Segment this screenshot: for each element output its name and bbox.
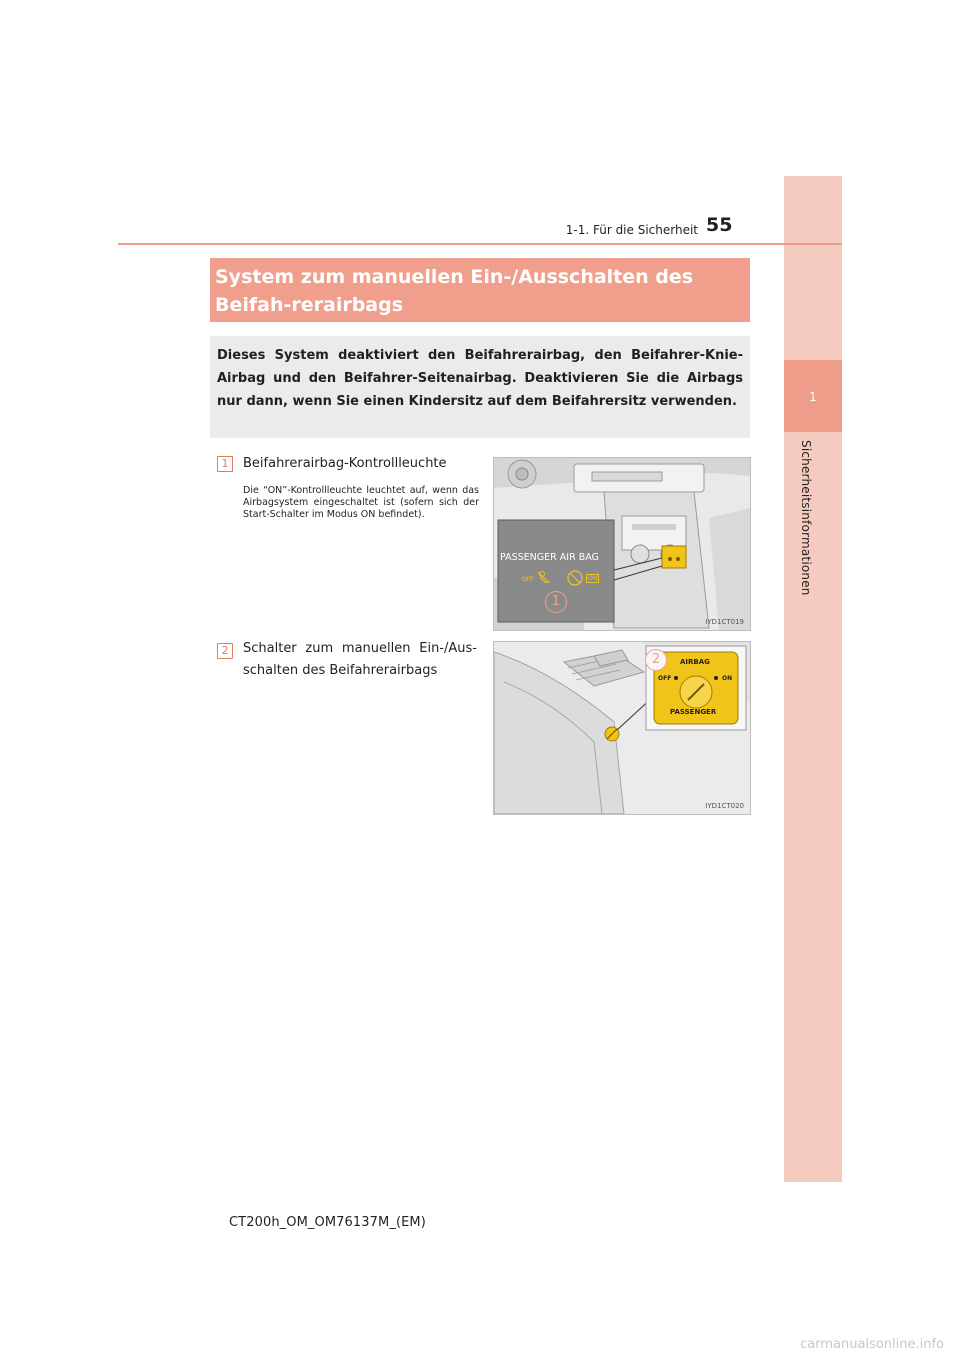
watermark: carmanualsonline.info <box>800 1337 944 1352</box>
dashboard-illustration <box>494 458 750 630</box>
indicator-panel-label: PASSENGER AIR BAG <box>500 552 599 563</box>
page-number: 55 <box>706 214 733 236</box>
item-marker-2: 2 <box>217 643 233 659</box>
figure-callout-1: 1 <box>545 591 567 613</box>
intro-text: Dieses System deaktiviert den Beifahrerairbag, den Beifahrer-Knie-Airbag und den Beifahrer-Seitenairbag. Deaktivieren Sie die Airbags nur dann, wenn Sie einen Kindersitz auf dem Beifahrersitz verwenden. <box>217 348 743 409</box>
switch-off-label: OFF <box>658 675 672 682</box>
switch-top-label: AIRBAG <box>680 658 710 666</box>
chapter-title: Sicherheitsinformationen <box>799 440 813 596</box>
item-title-2: Schalter zum manuellen Ein-/Aus-schalten des Beifahrerairbags <box>243 641 477 678</box>
header-section-title: 1-1. Für die Sicherheit <box>565 223 698 237</box>
indicator-on-label: ON <box>588 575 598 582</box>
switch-bottom-label: PASSENGER <box>670 708 717 716</box>
section-title-box <box>210 258 750 322</box>
section-title: System zum manuellen Ein-/Ausschalten des Beifah-rerairbags <box>215 266 694 316</box>
figure-code-2: IYD1CT020 <box>705 802 744 810</box>
item-marker-1: 1 <box>217 456 233 472</box>
figure-code-1: IYD1CT019 <box>705 618 744 626</box>
figure-callout-2: 2 <box>645 649 667 671</box>
side-chapter-band <box>784 176 842 1182</box>
figure-airbag-switch <box>493 641 751 815</box>
chapter-number: 1 <box>809 390 817 404</box>
item-title-1: Beifahrerairbag-Kontrollleuchte <box>243 456 447 471</box>
passenger-airbag-off-icon <box>536 570 554 586</box>
figure-indicator-light <box>493 457 751 631</box>
header-rule <box>118 243 842 245</box>
passenger-airbag-on-icon <box>566 569 584 587</box>
intro-box <box>210 336 750 438</box>
footer-doc-code: CT200h_OM_OM76137M_(EM) <box>229 1215 426 1230</box>
item-description-1: Die “ON”-Kontrollleuchte leuchtet auf, wenn das Airbagsystem eingeschaltet ist (sofern sich der Start-Schalter im Modus ON befindet). <box>243 485 479 520</box>
switch-on-label: ON <box>722 675 733 682</box>
indicator-off-label: OFF <box>522 576 534 583</box>
glovebox-illustration <box>494 642 750 814</box>
